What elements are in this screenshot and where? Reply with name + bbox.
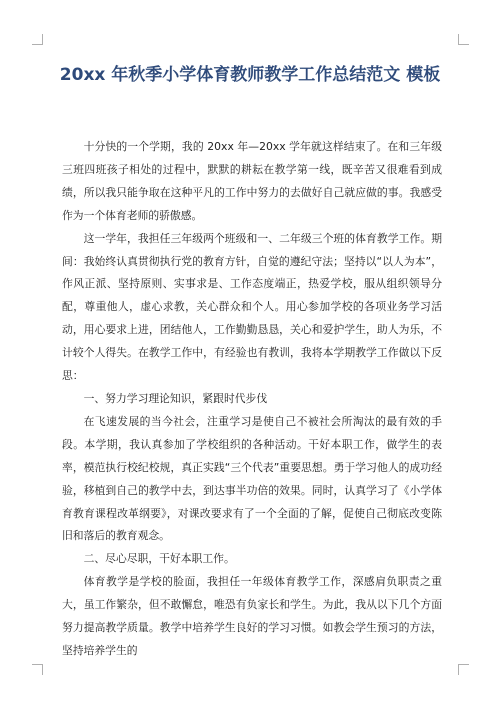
crop-mark-bottom-left xyxy=(32,664,43,675)
document-title: 20xx 年秋季小学体育教师教学工作总结范文 模板 xyxy=(59,65,441,85)
document-body xyxy=(62,136,442,663)
paragraph-teaching: 体育教学是学校的脸面，我担任一年级体育教学工作，深感肩负职责之重大，虽工作繁杂，但不敢懈怠，唯恐有负家长和学生。为此，我从以下几个方面努力提高教学质量。教学中培养学生良好的学习习惯。如教会学生预习的方法，坚持培养学生的 xyxy=(62,575,442,657)
crop-mark-top-left xyxy=(32,34,43,45)
crop-mark-bottom-right xyxy=(458,664,469,675)
paragraph-duties: 这一学年，我担任三年级两个班级和一、二年级三个班的体育教学工作。期间：我始终认真贯彻执行党的教育方针，自觉的遵纪守法；坚持以“以人为本”，作风正派、坚持原则、实事求是、工作态度端正，热爱学校，服从组织领导分配，尊重他人，虚心求教，关心群众和个人。用心参加学校的各项业务学习活动，用心要求上进，团结他人，工作勤勤恳恳，关心和爱护学生，助人为乐，不计较个人得失。在教学工作中，有经验也有教训，我将本学期教学工作做以下反思： xyxy=(62,231,442,383)
crop-mark-top-right xyxy=(458,34,469,45)
section-heading-1: 一、努力学习理论知识，紧跟时代步伐 xyxy=(83,391,268,405)
section-heading-2: 二、尽心尽职，干好本职工作。 xyxy=(83,552,235,566)
paragraph-intro: 十分快的一个学期，我的 20xx 年—20xx 学年就这样结束了。在和三年级三班四班孩子相处的过程中，默默的耕耘在教学第一线，既辛苦又很难看到成绩，所以我只能争取在这种平凡的工作中努力的去做好自己就应做的事。我感受作为一个体育老师的骄傲感。 xyxy=(62,140,442,222)
paragraph-study: 在飞速发展的当今社会，注重学习是使自己不被社会所淘汰的最有效的手段。本学期，我认真参加了学校组织的各种活动。干好本职工作，做学生的表率，模范执行校纪校规，真正实践“三个代表”重要思想。勇于学习他人的成功经验，移植到自己的教学中去，到达事半功倍的效果。同时，认真学习了《小学体育教育课程改革纲要》，对课改要求有了一个全面的了解，促使自己彻底改变陈旧和落后的教育观念。 xyxy=(62,414,442,543)
